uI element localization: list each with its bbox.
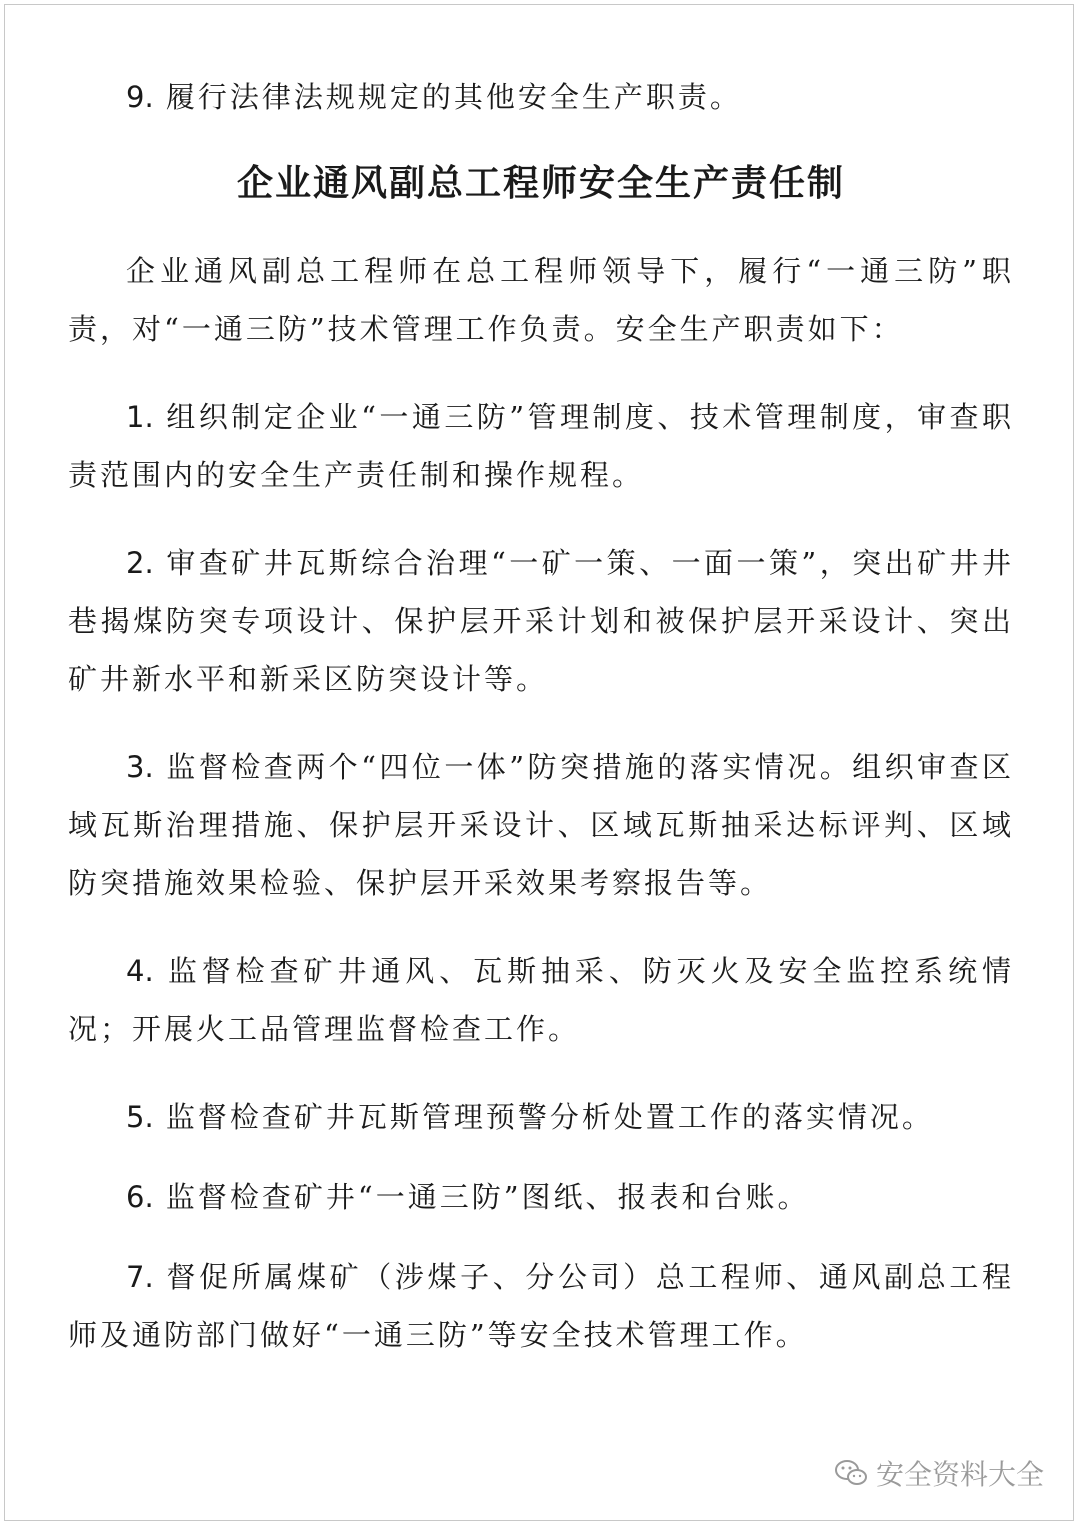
item-5 — [68, 1088, 1014, 1146]
item-number: 5. — [126, 1100, 154, 1134]
item-7 — [68, 1248, 1014, 1364]
item-number: 6. — [126, 1180, 154, 1214]
wechat-icon — [834, 1458, 868, 1488]
item-text: 监督检查矿井“一通三防”图纸、报表和台账。 — [165, 1180, 810, 1214]
item-text: 审查矿井瓦斯综合治理“一矿一策、一面一策”，突出矿井井巷揭煤防突专项设计、保护层开采计划和被保护层开采设计、突出矿井新水平和新采区防突设计等。 — [68, 546, 1015, 696]
document-body — [68, 68, 1014, 1364]
item-1 — [68, 388, 1014, 504]
item-text: 监督检查矿井通风、瓦斯抽采、防灭火及安全监控系统情况；开展火工品管理监督检查工作。 — [68, 954, 1014, 1046]
item-3 — [68, 738, 1014, 912]
item-text: 履行法律法规规定的其他安全生产职责。 — [165, 80, 742, 114]
item-text: 组织制定企业“一通三防”管理制度、技术管理制度，审查职责范围内的安全生产责任制和操作规程。 — [68, 400, 1015, 492]
item-6 — [68, 1168, 1014, 1226]
item-4 — [68, 942, 1014, 1058]
watermark — [834, 1453, 1044, 1493]
item-number: 4. — [126, 954, 154, 988]
item-number: 9. — [126, 80, 154, 114]
item-2 — [68, 534, 1014, 708]
document-title: 企业通风副总工程师安全生产责任制 — [236, 163, 845, 204]
item-text: 监督检查矿井瓦斯管理预警分析处置工作的落实情况。 — [165, 1100, 934, 1134]
item-number: 2. — [126, 546, 154, 580]
intro-paragraph: 企业通风副总工程师在总工程师领导下，履行“一通三防”职责，对“一通三防”技术管理工作负责。安全生产职责如下： — [68, 254, 1014, 346]
watermark-text: 安全资料大全 — [875, 1458, 1044, 1491]
item-number: 3. — [126, 750, 154, 784]
item-number: 1. — [126, 400, 154, 434]
item-number: 7. — [126, 1260, 154, 1294]
item-text: 督促所属煤矿（涉煤子、分公司）总工程师、通风副总工程师及通防部门做好“一通三防”等安全技术管理工作。 — [68, 1260, 1014, 1352]
item-text: 监督检查两个“四位一体”防突措施的落实情况。组织审查区域瓦斯治理措施、保护层开采设计、区域瓦斯抽采达标评判、区域防突措施效果检验、保护层开采效果考察报告等。 — [68, 750, 1015, 900]
item-9 — [68, 68, 1014, 126]
